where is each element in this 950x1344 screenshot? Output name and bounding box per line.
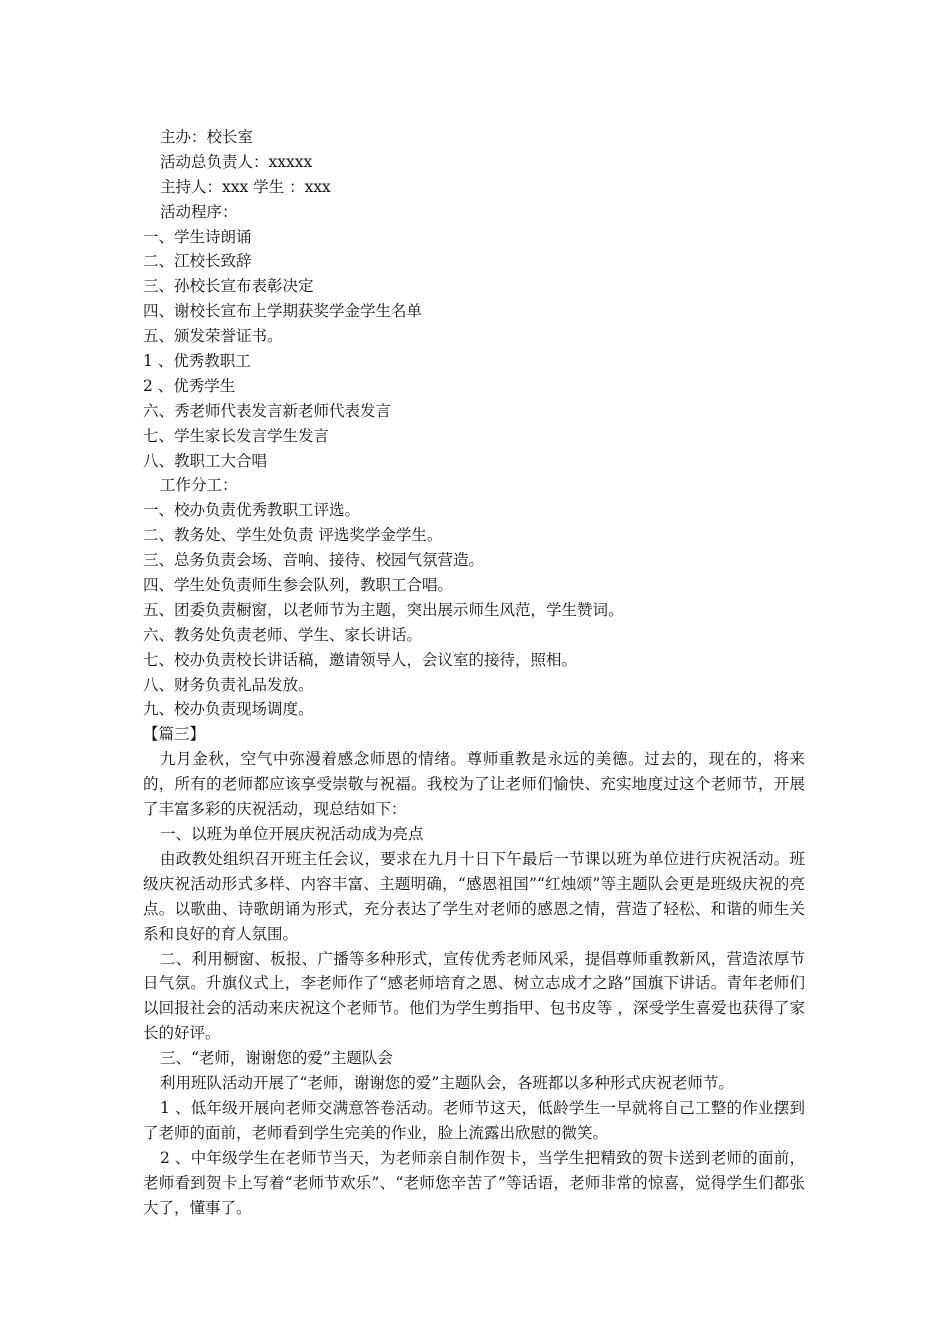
program-subitem: 1 、优秀教职工 [143,352,251,371]
division-item: 二、教务处、学生处负责 评选奖学金学生。 [143,526,443,545]
program-item: 六、秀老师代表发言新老师代表发言 [143,401,392,420]
section-title: 【篇三】 [143,725,206,744]
program-item: 三、孙校长宣布表彰决定 [143,277,314,296]
body-paragraph: 1 、低年级开展向老师交满意答卷活动。老师节这天，低龄学生一早就将自己工整的作业摆到了老师的面前，老师看到学生完美的作业，脸上流露出欣慰的微笑。 [143,1098,805,1142]
program-item: 五、颁发荣誉证书。 [143,327,283,346]
body-paragraph: 2 、中年级学生在老师节当天，为老师亲自制作贺卡，当学生把精致的贺卡送到老师的面前，老师看到贺卡上写着“老师节欢乐”、“老师您辛苦了”等话语，老师非常的惊喜，觉得学生们都张大了，懂事了。 [143,1148,805,1217]
division-item: 五、团委负责橱窗，以老师节为主题，突出展示师生风范，学生赞词。 [143,600,624,619]
program-item: 一、学生诗朗诵 [143,227,252,246]
body-paragraph: 二、利用橱窗、板报、广播等多种形式，宣传优秀老师风采，提倡尊师重教新风，营造浓厚节日气氛。升旗仪式上，李老师作了“感老师培育之恩、树立志成才之路”国旗下讲话。青年老师们以回报社会的活动来庆祝这个老师节。他们为学生剪指甲、包书皮等 ，深受学生喜爱也获得了家长的好评。 [143,949,805,1043]
division-item: 一、校办负责优秀教职工评选。 [143,501,361,520]
division-item: 三、总务负责会场、音响、接待、校园气氛营造。 [143,551,485,570]
subsection-heading: 三、“老师，谢谢您的爱”主题队会 [160,1049,393,1068]
program-subitem: 2 、优秀学生 [143,376,236,395]
program-item: 七、学生家长发言学生发言 [143,426,330,445]
host-line: 主持人：xxx 学生 ：xxx [160,177,331,196]
program-item: 八、教职工大合唱 [143,451,268,470]
division-item: 四、学生处负责师生参会队列，教职工合唱。 [143,576,454,595]
document-body [143,125,805,1220]
program-item: 四、谢校长宣布上学期获奖学金学生名单 [143,302,423,321]
division-item: 九、校办负责现场调度。 [143,700,314,719]
body-paragraph: 利用班队活动开展了“老师，谢谢您的爱”主题队会，各班都以多种形式庆祝老师节。 [160,1074,734,1093]
program-item: 二、江校长致辞 [143,252,252,271]
activity-lead-line: 活动总负责人：xxxxx [160,152,313,171]
program-heading: 活动程序： [160,202,238,221]
organizer-line: 主办：校长室 [160,128,254,146]
division-heading: 工作分工： [160,476,238,495]
intro-paragraph: 九月金秋，空气中弥漫着感念师恩的情绪。尊师重教是永远的美德。过去的，现在的，将来的，所有的老师都应该享受崇敬与祝福。我校为了让老师们愉快、充实地度过这个老师节，开展了丰富多彩的庆祝活动，现总结如下： [143,750,805,819]
division-item: 六、教务处负责老师、学生、家长讲话。 [143,625,423,644]
division-item: 八、财务负责礼品发放。 [143,675,314,694]
body-paragraph: 由政教处组织召开班主任会议，要求在九月十日下午最后一节课以班为单位进行庆祝活动。班级庆祝活动形式多样、内容丰富、主题明确，“感恩祖国”“红烛颂”等主题队会更是班级庆祝的亮点。以歌曲、诗歌朗诵为形式，充分表达了学生对老师的感恩之情，营造了轻松、和谐的师生关系和良好的育人氛围。 [143,849,805,943]
subsection-heading: 一、以班为单位开展庆祝活动成为亮点 [160,824,424,843]
division-item: 七、校办负责校长讲话稿，邀请领导人，会议室的接待，照相。 [143,650,578,669]
